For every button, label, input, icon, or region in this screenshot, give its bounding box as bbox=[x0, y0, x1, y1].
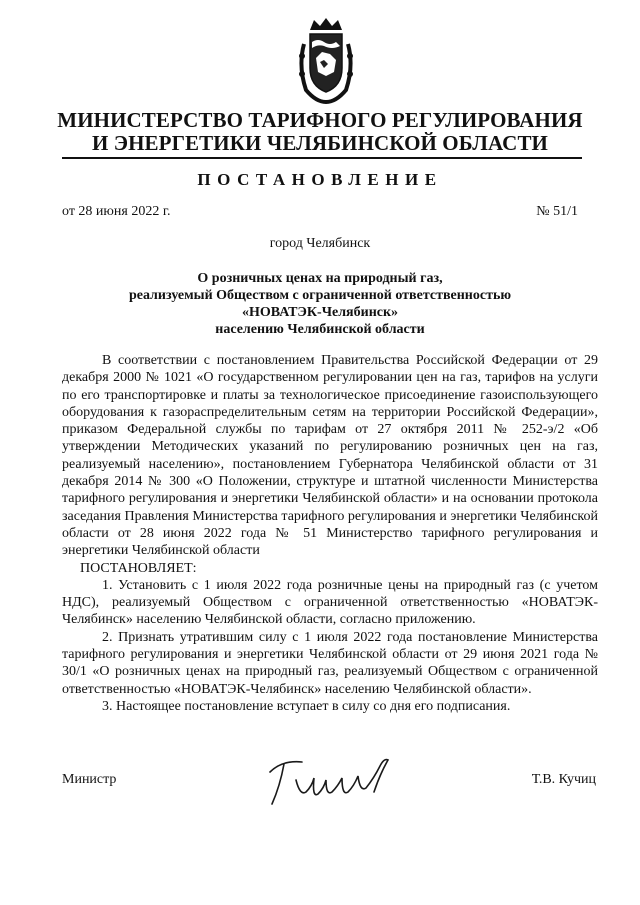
subject-line: «НОВАТЭК-Челябинск» bbox=[241, 305, 399, 320]
decision-item-3: 3. Настоящее постановление вступает в силу со дня его подписания. bbox=[102, 698, 511, 714]
document-date: от 28 июня 2022 г. bbox=[62, 204, 171, 219]
ministry-name-line1: МИНИСТЕРСТВО ТАРИФНОГО РЕГУЛИРОВАНИЯ bbox=[57, 108, 583, 132]
subject-line: реализуемый Обществом с ограниченной ответственностью bbox=[128, 288, 512, 303]
signatory-name: Т.В. Кучиц bbox=[531, 772, 596, 787]
resolves-heading: ПОСТАНОВЛЯЕТ: bbox=[80, 560, 197, 576]
header-divider bbox=[62, 157, 582, 159]
subject-line: населению Челябинской области bbox=[215, 322, 425, 337]
subject-line: О розничных ценах на природный газ, bbox=[197, 271, 443, 286]
decision-item-2: 2. Признать утратившим силу с 1 июля 2022 года постановление Министерства тарифного регулирования и энергетики Челябинской области от 29 июня 2021 года № 30/1 «О розничных ценах на природный газ, реализуемый Обществом с ограниченной ответственностью «НОВАТЭК-Челябинск» населению Челябинской области». bbox=[62, 629, 598, 697]
decision-item-1: 1. Установить с 1 июля 2022 года розничные цены на природный газ (с учетом НДС), реализуемый Обществом с ограниченной ответственностью «НОВАТЭК-Челябинск» населению Челябинской области, согласно приложению. bbox=[62, 577, 598, 628]
handwritten-signature bbox=[262, 752, 422, 812]
signatory-position: Министр bbox=[62, 772, 117, 787]
document-number: № 51/1 bbox=[536, 204, 578, 219]
preamble-paragraph: В соответствии с постановлением Правительства Российской Федерации от 29 декабря 2000 № 1021 «О государственном регулировании цен на газ, тарифов на услуги по его транспортировке и платы за технологическое присоединение газоиспользующего оборудования к газораспределительным сетям на территории Российской Федерации», приказом Федеральной службы по тарифам от 27 октября 2011 № 252-э/2 «Об утверждении Методических указаний по регулированию розничных цен на газ, реализуемый населению», постановлением Губернатора Челябинской области от 31 декабря 2014 № 300 «О Положении, структуре и штатной численности Министерства тарифного регулирования и энергетики Челябинской области» и на основании протокола заседания Правления Министерства тарифного регулирования и энергетики Челябинской области от 28 июня 2022 года № 51 Министерство тарифного регулирования и энергетики Челябинской области bbox=[62, 353, 598, 559]
ministry-name-line2: И ЭНЕРГЕТИКИ ЧЕЛЯБИНСКОЙ ОБЛАСТИ bbox=[92, 131, 548, 155]
document-subject bbox=[0, 270, 640, 338]
coat-of-arms-icon bbox=[296, 16, 356, 104]
document-city: город Челябинск bbox=[269, 236, 371, 251]
document-body bbox=[62, 352, 598, 715]
document-title: ПОСТАНОВЛЕНИЕ bbox=[197, 170, 443, 189]
